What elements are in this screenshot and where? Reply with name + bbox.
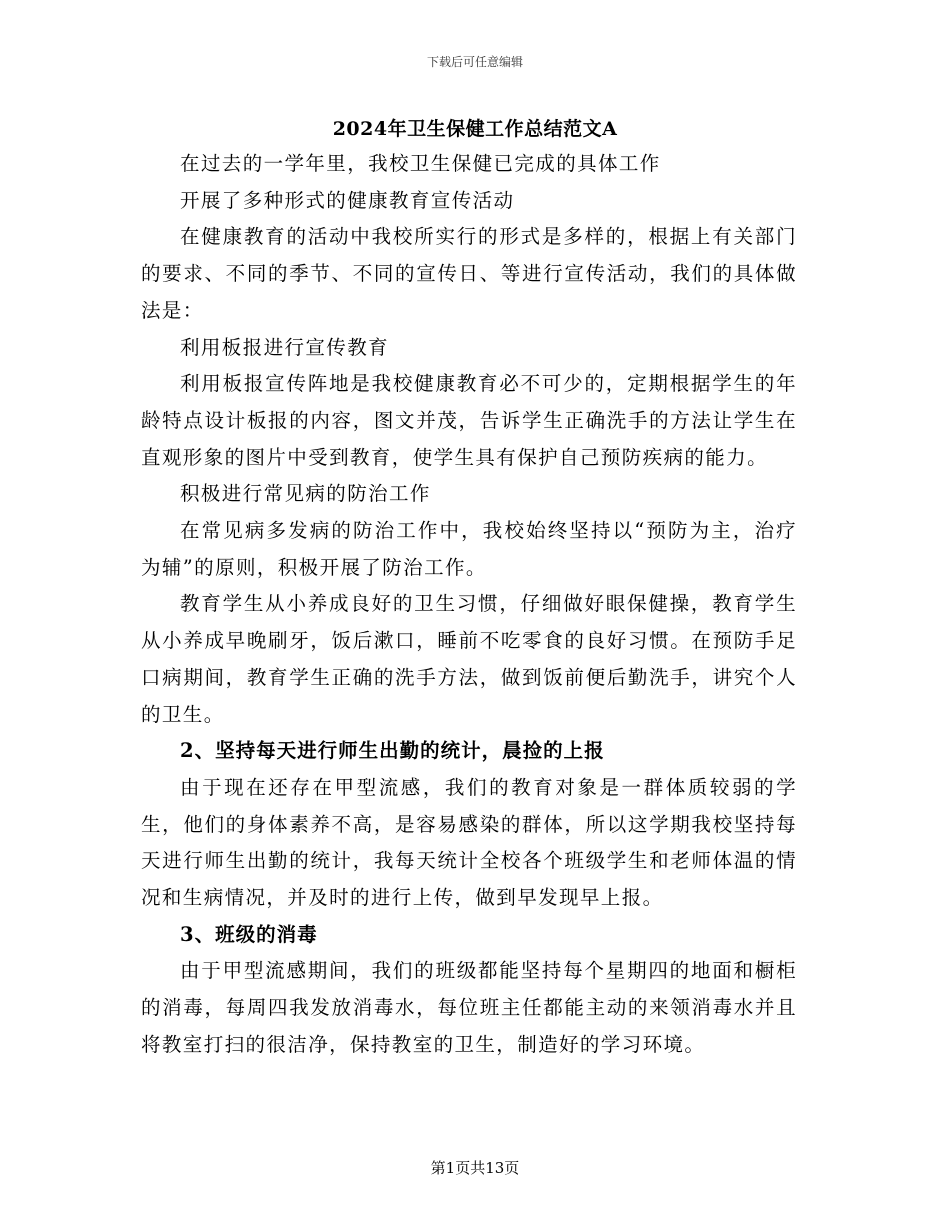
document-title: 2024年卫生保健工作总结范文A (332, 118, 618, 140)
page-number: 第1页共13页 (430, 1159, 520, 1177)
paragraph-hygiene-habits: 教育学生从小养成良好的卫生习惯，仔细做好眼保健操，教育学生从小养成早晚刷牙，饭后漱口，睡前不吃零食的良好习惯。在预防手足口病期间，教育学生正确的洗手方法，做到饭前便后勤洗手，讲究个人的卫生。 (141, 592, 797, 726)
paragraph-attendance: 由于现在还存在甲型流感，我们的教育对象是一群体质较弱的学生，他们的身体素养不高，是容易感染的群体，所以这学期我校坚持每天进行师生出勤的统计，我每天统计全校各个班级学生和老师体温的情况和生病情况，并及时的进行上传，做到早发现早上报。 (141, 775, 797, 910)
paragraph-blackboard: 利用板报宣传阵地是我校健康教育必不可少的，定期根据学生的年龄特点设计板报的内容，图文并茂，告诉学生正确洗手的方法让学生在直观形象的图片中受到教育，使学生具有保护自己预防疾病的能力。 (141, 372, 797, 469)
page-header-note: 下载后可任意编辑 (426, 55, 523, 69)
paragraph-subheading-blackboard: 利用板报进行宣传教育 (180, 335, 390, 359)
paragraph-intro: 在过去的一学年里，我校卫生保健已完成的具体工作 (180, 152, 661, 175)
section-heading-attendance: 2、坚持每天进行师生出勤的统计，晨捡的上报 (180, 739, 605, 763)
paragraph-subheading-education: 开展了多种形式的健康教育宣传活动 (180, 188, 515, 212)
paragraph-disinfection: 由于甲型流感期间，我们的班级都能坚持每个星期四的地面和橱柜的消毒，每周四我发放消毒水，每位班主任都能主动的来领消毒水并且将教室打扫的很洁净，保持教室的卫生，制造好的学习环境。 (141, 959, 797, 1056)
paragraph-disease-principle: 在常见病多发病的防治工作中，我校始终坚持以“预防为主，治疗为辅”的原则，积极开展了防治工作。 (141, 519, 797, 579)
section-heading-disinfection: 3、班级的消毒 (180, 922, 318, 946)
paragraph-education-forms: 在健康教育的活动中我校所实行的形式是多样的，根据上有关部门的要求、不同的季节、不同的宣传日、等进行宣传活动，我们的具体做法是： (141, 225, 797, 322)
document-body (141, 146, 797, 1064)
paragraph-subheading-disease: 积极进行常见病的防治工作 (180, 482, 431, 506)
